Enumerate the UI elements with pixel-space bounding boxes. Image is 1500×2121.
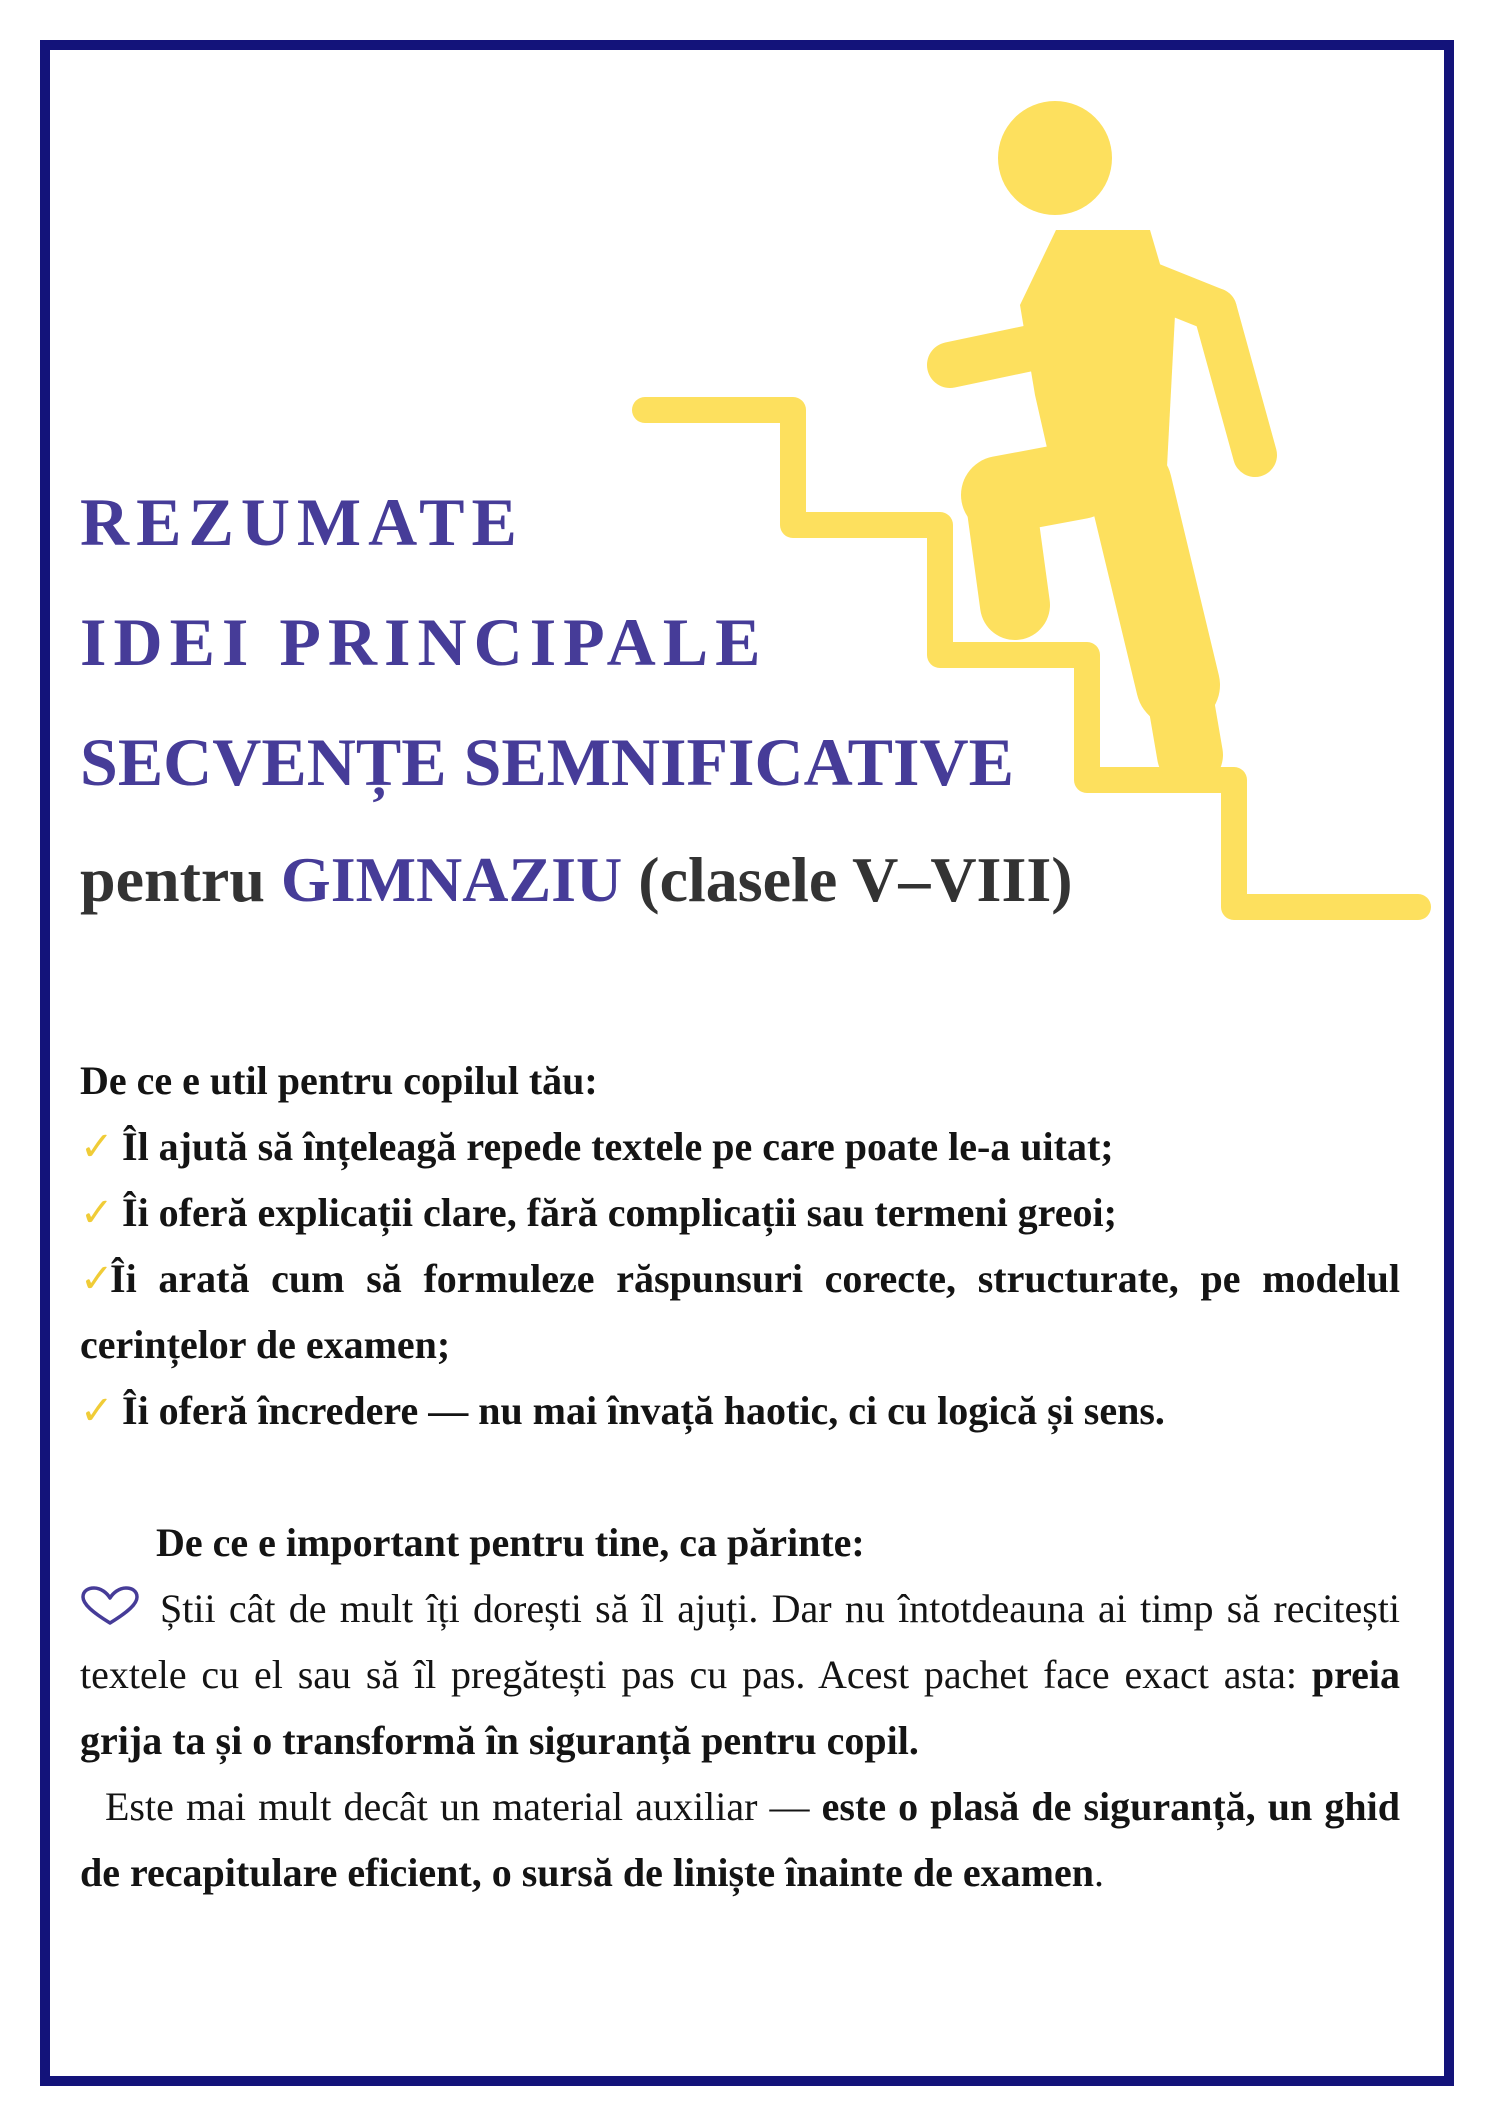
check-icon: ✓ xyxy=(80,1388,114,1433)
check-icon: ✓ xyxy=(80,1124,114,1169)
child-benefits-heading: De ce e util pentru copilul tău: xyxy=(80,1058,598,1103)
subtitle-grade: GIMNAZIU xyxy=(280,844,623,915)
child-benefit-item-1 xyxy=(80,1114,1400,1180)
child-benefit-text: Îi oferă explicații clare, fără complicații sau termeni greoi; xyxy=(122,1190,1117,1235)
parent-paragraph-2 xyxy=(80,1774,1400,1906)
parent-paragraph-1-text: Știi cât de mult îți dorești să îl ajuți. Dar nu întotdeauna ai timp să recitești textele cu el sau să îl pregătești pas cu pas. Acest pachet face exact asta: xyxy=(80,1586,1400,1697)
title-line-2: IDEI PRINCIPALE xyxy=(80,604,768,680)
body-text xyxy=(80,1048,1400,1906)
child-benefit-text: Îi arată cum să formuleze răspunsuri corecte, structurate, pe modelul cerințelor de examen; xyxy=(80,1256,1400,1367)
parent-benefits-heading: De ce e important pentru tine, ca părinte: xyxy=(156,1520,865,1565)
title-line-1: REZUMATE xyxy=(80,484,524,560)
parent-paragraph-1 xyxy=(80,1576,1400,1774)
child-benefit-item-4 xyxy=(80,1378,1400,1444)
parent-paragraph-1-bold: preia grija ta și o transformă în siguranță pentru copil. xyxy=(80,1652,1400,1763)
check-icon: ✓ xyxy=(80,1256,114,1301)
child-benefit-item-2 xyxy=(80,1180,1400,1246)
parent-paragraph-2-bold: este o plasă de siguranță, un ghid de recapitulare eficient, o sursă de liniște înainte de examen xyxy=(80,1784,1401,1895)
title-block xyxy=(80,484,1073,964)
child-benefit-text: Îl ajută să înțeleagă repede textele pe care poate le-a uitat; xyxy=(122,1124,1114,1169)
title-line-4 xyxy=(80,844,1073,915)
parent-paragraph-2-text: Este mai mult decât un material auxiliar — xyxy=(105,1784,822,1829)
subtitle-prefix: pentru xyxy=(80,844,281,915)
subtitle-suffix: (clasele V–VIII) xyxy=(622,844,1073,915)
parent-paragraph-2-end: . xyxy=(1093,1850,1104,1895)
title-line-3: SECVENȚE SEMNIFICATIVE xyxy=(80,724,1014,800)
check-icon: ✓ xyxy=(80,1190,114,1235)
child-benefit-item-3 xyxy=(80,1246,1400,1378)
heart-outline-icon xyxy=(80,1586,140,1626)
child-benefit-text: Îi oferă încredere — nu mai învață haotic, ci cu logică și sens. xyxy=(122,1388,1165,1433)
